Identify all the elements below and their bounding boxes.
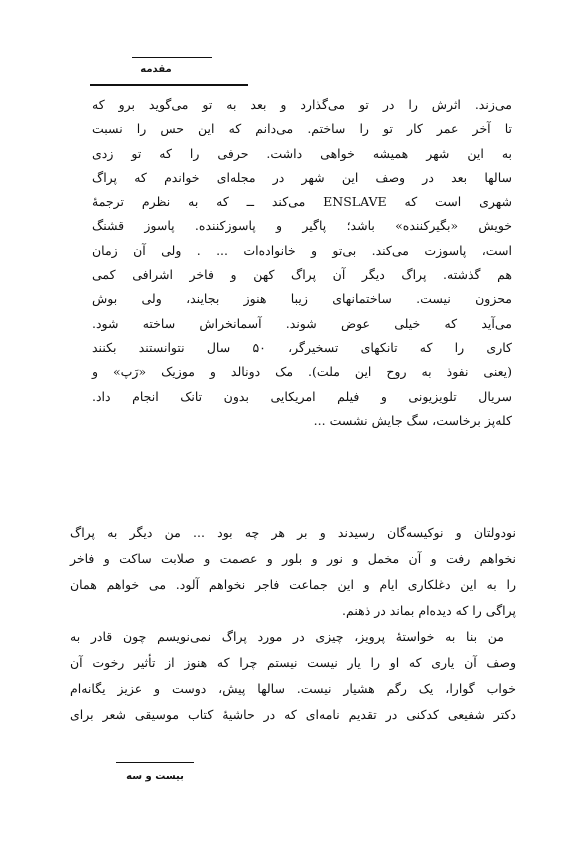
footer-rule	[116, 762, 194, 763]
text-line: است، پاسوزت می‌کند. بی‌تو و خانواده‌ات ... . ولی آن زمان	[92, 242, 512, 258]
running-head: مقدمه	[140, 64, 172, 75]
text-line: سریال تلویزیونی و فیلم امریکایی بدون تانک انجام داد.	[92, 388, 512, 404]
text-line: وصف آن یاری که او را یار نیست نیستم چرا که هنوز از تأثیر رخوت آن	[70, 655, 516, 670]
text-line: می‌آید که خیلی عوض شوند. آسمانخراش ساخته شود.	[92, 315, 512, 331]
text-line: خویش «بگیرکننده» باشد؛ پاگیر و پاسوزکننده. پاسوز قشنگ	[92, 218, 512, 234]
text-line: محزون نیست. ساختمانهای زیبا هنوز بجایند، ولی بوش	[92, 291, 512, 307]
text-line: را به این دغلکاری ایام و این جماعت فاجر نخواهم آلود. می خواهم همان	[70, 577, 516, 592]
quoted-letter	[92, 93, 512, 433]
text-line: سالها بعد در وصف این شهر در مجله‌ای خواندم که پراگ	[92, 169, 512, 185]
text-line: تا آخر عمر کار تو را ساختم. می‌دانم که این حس را نسبت	[92, 121, 512, 137]
text-line: خواب گوارا، یک رگم هشیار نیست. سالها پیش، دوست و عزیز یگانه‌ام	[70, 681, 516, 696]
text-line: می‌زند. اثرش را در تو می‌گذارد و بعد به تو می‌گوید برو که	[92, 97, 512, 112]
header-rule-top	[132, 57, 212, 58]
text-line: من بنا به خواستهٔ پرویز، چیزی در مورد پراگ نمی‌نویسم چون قادر به	[70, 629, 504, 644]
body-text	[70, 520, 516, 728]
text-line: کاری را که تانکهای تسخیرگر، ۵۰ سال نتوانستند بکنند	[92, 339, 512, 355]
text-line: نودولتان و نوکیسه‌گان رسیدند و بر هر چه بود ... من دیگر به پراگ	[70, 525, 516, 540]
text-line: کله‌پز برخاست، سگ جایش نشست ...	[313, 412, 512, 428]
page-number: بیست و سه	[126, 771, 184, 782]
text-line: دکتر شفیعی کدکنی در تقدیم نامه‌ای که در حاشیهٔ کتاب موسیقی شعر برای	[70, 707, 516, 722]
text-line: نخواهم رفت و آن مخمل و نور و بلور و عصمت و صلابت ساکت و فاخر	[70, 551, 516, 566]
text-line: به این شهر همیشه خواهی داشت. حرفی را که تو زدی	[92, 145, 512, 161]
text-line: شهری است که ENSLAVE می‌کند ــ که به نظرم ترجمهٔ	[92, 194, 513, 210]
text-line: (یعنی نفوذ به روح این ملت). مک دونالد و موزیک «رَپ» و	[92, 364, 512, 380]
text-line: پراگی را که دیده‌ام بماند در ذهنم.	[342, 603, 516, 618]
text-line: هم گذشته. پراگ دیگر آن پراگ کهن و فاخر اشرافی کمی	[92, 267, 512, 283]
header-rule-bottom	[90, 84, 248, 86]
